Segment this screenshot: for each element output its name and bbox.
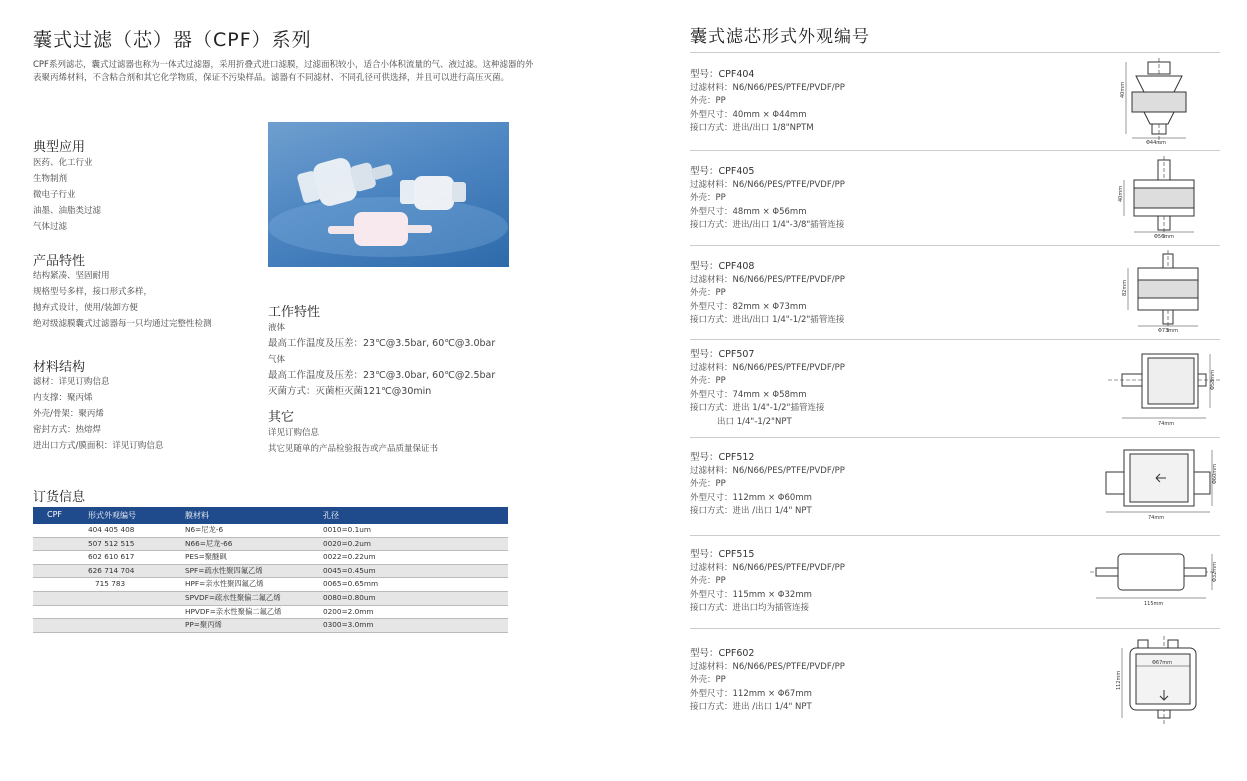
table-cell: 602 610 617 [88,552,135,562]
list-item: 其它见随单的产品检验报告或产品质量保证书 [268,444,439,454]
model-spec-cpf507 [690,348,845,429]
model-name: 型号：CPF507 [690,349,755,360]
dim-label: Φ58mm [1210,369,1216,390]
cpf405-drawing [1116,156,1200,240]
dim-label: 74mm [1148,515,1165,521]
model-spec-cpf405 [690,165,845,233]
working-heading: 工作特性 [268,305,321,320]
list-item: 微电子行业 [33,190,76,200]
dim-label: 74mm [1158,421,1175,427]
spec-line: 接口方式：进出 1/4"-1/2"插管连接 [690,403,825,413]
table-cell: SPVDF=疏水性聚偏二氟乙烯 [185,592,281,602]
cpf404-drawing [1118,58,1200,144]
list-item: 结构紧凑、坚固耐用 [33,271,110,281]
product-photo [268,122,509,267]
list-item: 最高工作温度及压差：23℃@3.0bar, 60℃@2.5bar [268,370,496,381]
column-header: CPF [47,510,63,519]
right-page-title: 囊式滤芯形式外观编号 [690,27,870,47]
spec-line: 过滤材料：N6/N66/PES/PTFE/PVDF/PP [690,274,845,285]
list-item: 气体过滤 [33,222,68,232]
table-header [33,507,508,524]
spec-line: 过滤材料：N6/N66/PES/PTFE/PVDF/PP [690,82,845,93]
spec-line: 外型尺寸：48mm × Φ56mm [690,206,807,217]
spec-line: 过滤材料：N6/N66/PES/PTFE/PVDF/PP [690,562,845,573]
spec-line: 外型尺寸：112mm × Φ60mm [690,492,812,503]
divider [690,150,1220,151]
dim-label: Φ32mm [1212,561,1218,582]
list-item: 进出口方式/膜面积：详见订购信息 [33,441,164,451]
list-item: 绝对级滤膜囊式过滤器每一只均通过完整性检测 [33,319,212,329]
model-spec-cpf515 [690,548,845,616]
materials-heading: 材料结构 [33,360,86,375]
table-cell: HPVDF=亲水性聚偏二氟乙烯 [185,606,282,616]
list-item: 医药、化工行业 [33,158,93,168]
model-name: 型号：CPF515 [690,549,755,560]
apps-list [33,155,101,235]
list-item: 内支撑：聚丙烯 [33,393,93,403]
column-header: 膜材料 [185,511,209,520]
cpf602-drawing [1114,636,1202,726]
dim-label: Φ67mm [1152,660,1173,666]
page-title: 囊式过滤（芯）器（CPF）系列 [33,29,312,51]
spec-line: 外型尺寸：82mm × Φ73mm [690,301,807,312]
spec-line: 过滤材料：N6/N66/PES/PTFE/PVDF/PP [690,179,845,190]
spec-line: 外型尺寸：40mm × Φ44mm [690,109,807,120]
table-cell: 0022=0.22um [323,552,376,562]
order-heading: 订货信息 [33,490,86,505]
table-cell: 715 783 [95,579,126,589]
other-list [268,425,438,457]
spec-line: 外型尺寸：112mm × Φ67mm [690,688,812,699]
divider [690,339,1220,340]
materials-list [33,374,163,454]
table-cell: 0080=0.80um [323,592,376,602]
list-item: 液体 [268,323,286,333]
table-row [33,606,508,620]
spec-line: 外壳：PP [690,288,726,298]
table-cell: 0200=2.0mm [323,606,374,616]
order-table [33,507,508,633]
dim-label: Φ73mm [1158,328,1179,334]
dim-label: 82mm [1122,279,1128,296]
list-item: 生物制剂 [33,174,68,184]
table-cell: 0065=0.65mm [323,579,379,589]
column-header: 形式外观编号 [88,511,136,520]
spec-line: 过滤材料：N6/N66/PES/PTFE/PVDF/PP [690,465,845,476]
other-heading: 其它 [268,410,295,425]
spec-line: 外型尺寸：115mm × Φ32mm [690,589,812,600]
table-cell: 0045=0.45um [323,565,376,575]
spec-line: 接口方式：进出/出口 1/4"-3/8"插管连接 [690,220,845,230]
model-spec-cpf404 [690,68,845,136]
table-cell: 626 714 704 [88,565,135,575]
divider [690,245,1220,246]
spec-line: 接口方式：进出/出口 1/8"NPTM [690,123,814,133]
spec-line: 外壳：PP [690,193,726,203]
spec-line: 接口方式：进出 /出口 1/4" NPT [690,506,812,516]
table-cell: 0010=0.1um [323,525,372,534]
working-list [268,320,495,400]
list-item: 灭菌方式：灭菌柜灭菌121℃@30min [268,386,432,397]
table-cell: PP=聚丙烯 [185,620,222,630]
intro-paragraph: CPF系列滤芯，囊式过滤器也称为一体式过滤器，采用折叠式进口滤膜，过滤面积较小，适合小体积流量的气、液过滤。这种滤器的外表聚丙烯材料，不含粘合剂和其它化学物质，保证不污染样品。滤器有不同滤材、不同孔径可供选择，并且可以进行高压灭菌。 [33,60,534,83]
spec-line: 外壳：PP [690,376,726,386]
cpf512-drawing [1100,444,1218,524]
table-row [33,538,508,552]
spec-line: 外壳：PP [690,675,726,685]
model-name: 型号：CPF408 [690,261,755,272]
model-name: 型号：CPF512 [690,452,755,463]
list-item: 滤材：详见订购信息 [33,377,110,387]
model-spec-cpf408 [690,260,845,328]
table-cell: N6=尼龙-6 [185,525,224,534]
dim-label: 112mm [1116,670,1122,690]
model-name: 型号：CPF404 [690,69,755,80]
spec-line: 外壳：PP [690,479,726,489]
features-list [33,268,212,332]
table-cell: 404 405 408 [88,525,135,534]
dim-label: Φ60mm [1212,463,1218,484]
model-name: 型号：CPF602 [690,648,755,659]
dim-label: 40mm [1118,185,1124,202]
model-name: 型号：CPF405 [690,166,755,177]
table-row [33,524,508,538]
dim-label: Φ56mm [1154,234,1175,240]
divider [690,437,1220,438]
list-item: 外壳/骨架：聚丙烯 [33,409,104,419]
model-spec-cpf602 [690,647,845,715]
table-cell: HPF=亲水性聚四氟乙烯 [185,579,264,589]
spec-line: 过滤材料：N6/N66/PES/PTFE/PVDF/PP [690,362,845,373]
list-item: 最高工作温度及压差：23℃@3.5bar, 60℃@3.0bar [268,338,496,349]
spec-line: 接口方式：进出口均为插管连接 [690,603,810,613]
table-cell: 0300=3.0mm [323,620,374,630]
cpf507-drawing [1108,346,1220,430]
dim-label: 115mm [1144,601,1164,607]
table-row [33,565,508,579]
spec-line: 接口方式：进出/出口 1/4"-1/2"插管连接 [690,315,845,325]
list-item: 抛弃式设计，使用/装卸方便 [33,303,138,313]
spec-line: 出口 1/4"-1/2"NPT [690,416,792,427]
divider [690,535,1220,536]
table-row [33,592,508,606]
table-cell: N66=尼龙-66 [185,538,233,548]
table-cell: 0020=0.2um [323,538,372,548]
cpf515-drawing [1090,546,1220,610]
apps-heading: 典型应用 [33,140,86,155]
model-spec-cpf512 [690,451,845,519]
list-item: 规格型号多样，接口形式多样， [33,287,153,297]
spec-line: 外壳：PP [690,576,726,586]
spec-line: 过滤材料：N6/N66/PES/PTFE/PVDF/PP [690,661,845,672]
dim-label: Φ44mm [1146,140,1167,144]
cpf408-drawing [1118,250,1202,334]
divider [690,628,1220,629]
dim-label: 40mm [1120,81,1126,98]
list-item: 详见订购信息 [268,428,320,438]
table-row [33,619,508,633]
table-cell: 507 512 515 [88,538,135,548]
list-item: 密封方式：热熔焊 [33,425,102,435]
table-row [33,551,508,565]
divider [690,52,1220,53]
table-cell: SPF=疏水性聚四氟乙烯 [185,565,263,575]
list-item: 油墨、油脂类过滤 [33,206,102,216]
spec-line: 接口方式：进出 /出口 1/4" NPT [690,702,812,712]
features-heading: 产品特性 [33,254,86,269]
spec-line: 外壳：PP [690,96,726,106]
table-row [33,578,508,592]
list-item: 气体 [268,355,286,365]
column-header: 孔径 [323,511,339,520]
spec-line: 外型尺寸：74mm × Φ58mm [690,389,807,400]
table-cell: PES=聚醚砜 [185,552,227,562]
